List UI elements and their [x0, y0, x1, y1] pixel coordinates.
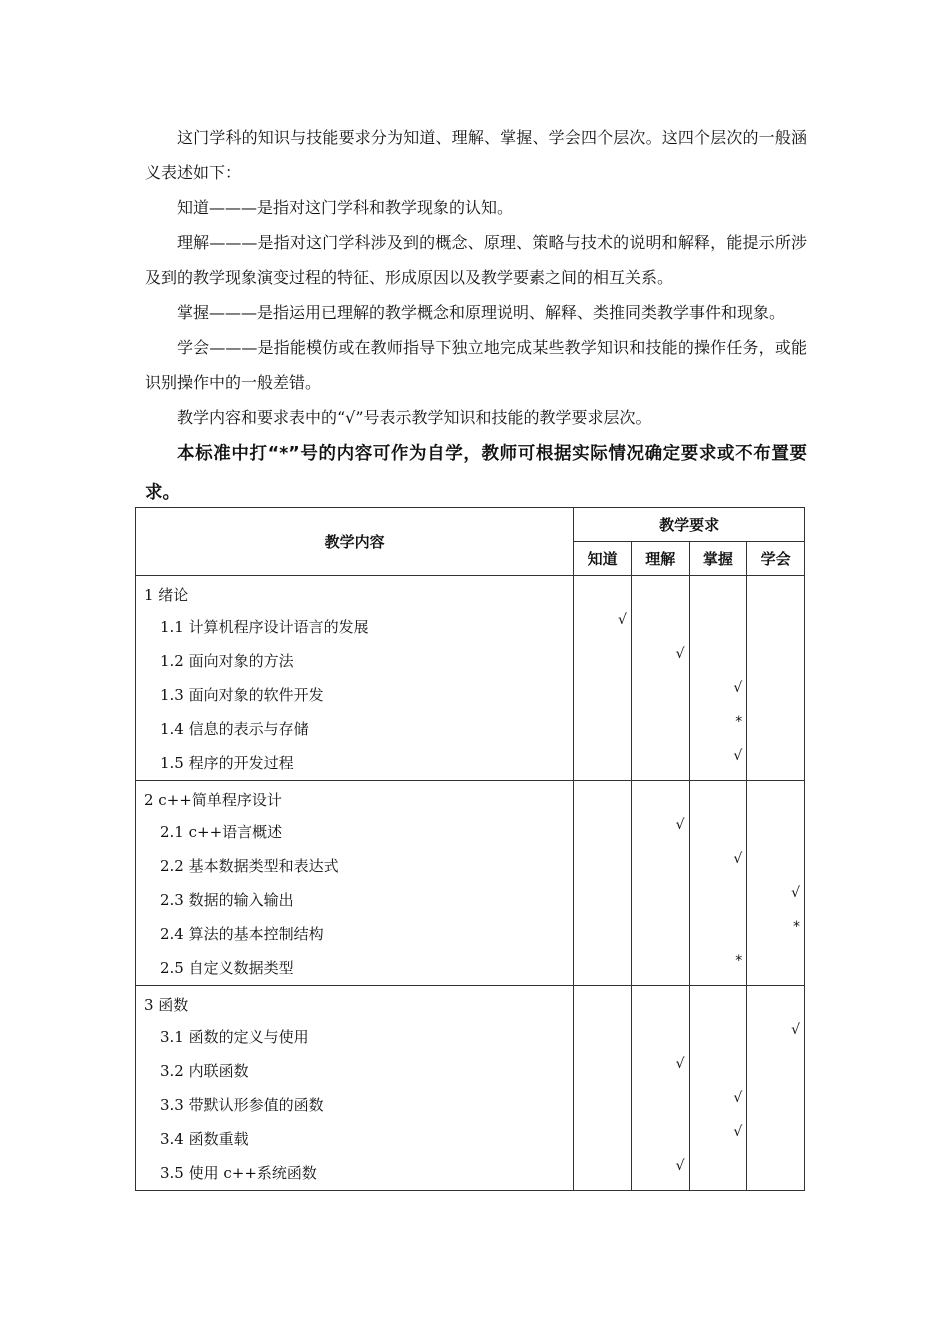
- section-row: [136, 986, 805, 1191]
- header-content: 教学内容: [136, 508, 574, 576]
- check-mark-icon: √: [733, 851, 743, 867]
- content-item: 3.2 内联函数: [160, 1062, 249, 1080]
- definition-know: 知道———是指对这门学科和教学现象的认知。: [177, 198, 514, 217]
- content-item: 3.4 函数重载: [160, 1130, 249, 1148]
- checkmark-note: 教学内容和要求表中的“√”号表示教学知识和技能的教学要求层次。: [177, 408, 652, 427]
- header-level-understand: 理解: [631, 542, 689, 576]
- section-title: 3 函数: [144, 996, 189, 1014]
- section-row: [136, 781, 805, 986]
- content-item: 1.1 计算机程序设计语言的发展: [160, 618, 369, 636]
- level-cell: [689, 781, 747, 986]
- level-cell: [689, 576, 747, 781]
- asterisk-note: 本标准中打“*”号的内容可作为自学，教师可根据实际情况确定要求或不布置要求。: [145, 444, 807, 503]
- level-cell: [631, 576, 689, 781]
- section-title: 2 c++简单程序设计: [144, 791, 282, 809]
- content-item: 1.2 面向对象的方法: [160, 652, 294, 670]
- asterisk-mark: *: [735, 953, 743, 969]
- section-title: 1 绪论: [144, 586, 189, 604]
- content-item: 1.5 程序的开发过程: [160, 754, 294, 772]
- level-cell: [689, 986, 747, 1191]
- level-cell: [747, 986, 805, 1191]
- section-content-cell: [136, 986, 574, 1191]
- check-mark-icon: √: [791, 1022, 800, 1038]
- level-cell: [747, 781, 805, 986]
- requirements-table: [135, 507, 805, 1191]
- level-cell: [631, 986, 689, 1191]
- check-mark-icon: √: [675, 646, 685, 662]
- header-level-learn: 学会: [747, 542, 805, 576]
- content-item: 3.3 带默认形参值的函数: [160, 1096, 324, 1114]
- asterisk-mark: *: [735, 714, 743, 730]
- definition-learn: 学会———是指能模仿或在教师指导下独立地完成某些教学知识和技能的操作任务，或能识别操作中的一般差错。: [145, 338, 807, 392]
- content-item: 2.3 数据的输入输出: [160, 891, 294, 909]
- level-cell: [747, 576, 805, 781]
- check-mark-icon: √: [733, 680, 743, 696]
- level-cell: [574, 781, 632, 986]
- content-item: 3.1 函数的定义与使用: [160, 1028, 309, 1046]
- content-item: 2.1 c++语言概述: [160, 823, 283, 841]
- level-cell: [631, 781, 689, 986]
- check-mark-icon: √: [791, 885, 800, 901]
- content-item: 2.5 自定义数据类型: [160, 959, 294, 977]
- check-mark-icon: √: [733, 748, 743, 764]
- header-level-master: 掌握: [689, 542, 747, 576]
- check-mark-icon: √: [675, 1158, 685, 1174]
- intro-paragraph: 这门学科的知识与技能要求分为知道、理解、掌握、学会四个层次。这四个层次的一般涵义表述如下：: [145, 128, 807, 182]
- check-mark-icon: √: [675, 1056, 685, 1072]
- document-body: [145, 120, 807, 513]
- check-mark-icon: √: [733, 1090, 743, 1106]
- content-item: 1.3 面向对象的软件开发: [160, 686, 324, 704]
- check-mark-icon: √: [675, 817, 685, 833]
- section-row: [136, 576, 805, 781]
- check-mark-icon: √: [733, 1124, 743, 1140]
- content-item: 1.4 信息的表示与存储: [160, 720, 309, 738]
- header-level-know: 知道: [574, 542, 632, 576]
- level-cell: [574, 986, 632, 1191]
- header-requirements: 教学要求: [574, 508, 805, 542]
- content-item: 2.4 算法的基本控制结构: [160, 925, 324, 943]
- section-content-cell: [136, 576, 574, 781]
- check-mark-icon: √: [618, 612, 627, 628]
- content-item: 3.5 使用 c++系统函数: [160, 1164, 317, 1182]
- content-item: 2.2 基本数据类型和表达式: [160, 857, 339, 875]
- definition-understand: 理解———是指对这门学科涉及到的概念、原理、策略与技术的说明和解释，能提示所涉及到的教学现象演变过程的特征、形成原因以及教学要素之间的相互关系。: [145, 233, 807, 287]
- level-cell: [574, 576, 632, 781]
- asterisk-mark: *: [793, 919, 800, 935]
- section-content-cell: [136, 781, 574, 986]
- definition-master: 掌握———是指运用已理解的教学概念和原理说明、解释、类推同类教学事件和现象。: [177, 303, 786, 322]
